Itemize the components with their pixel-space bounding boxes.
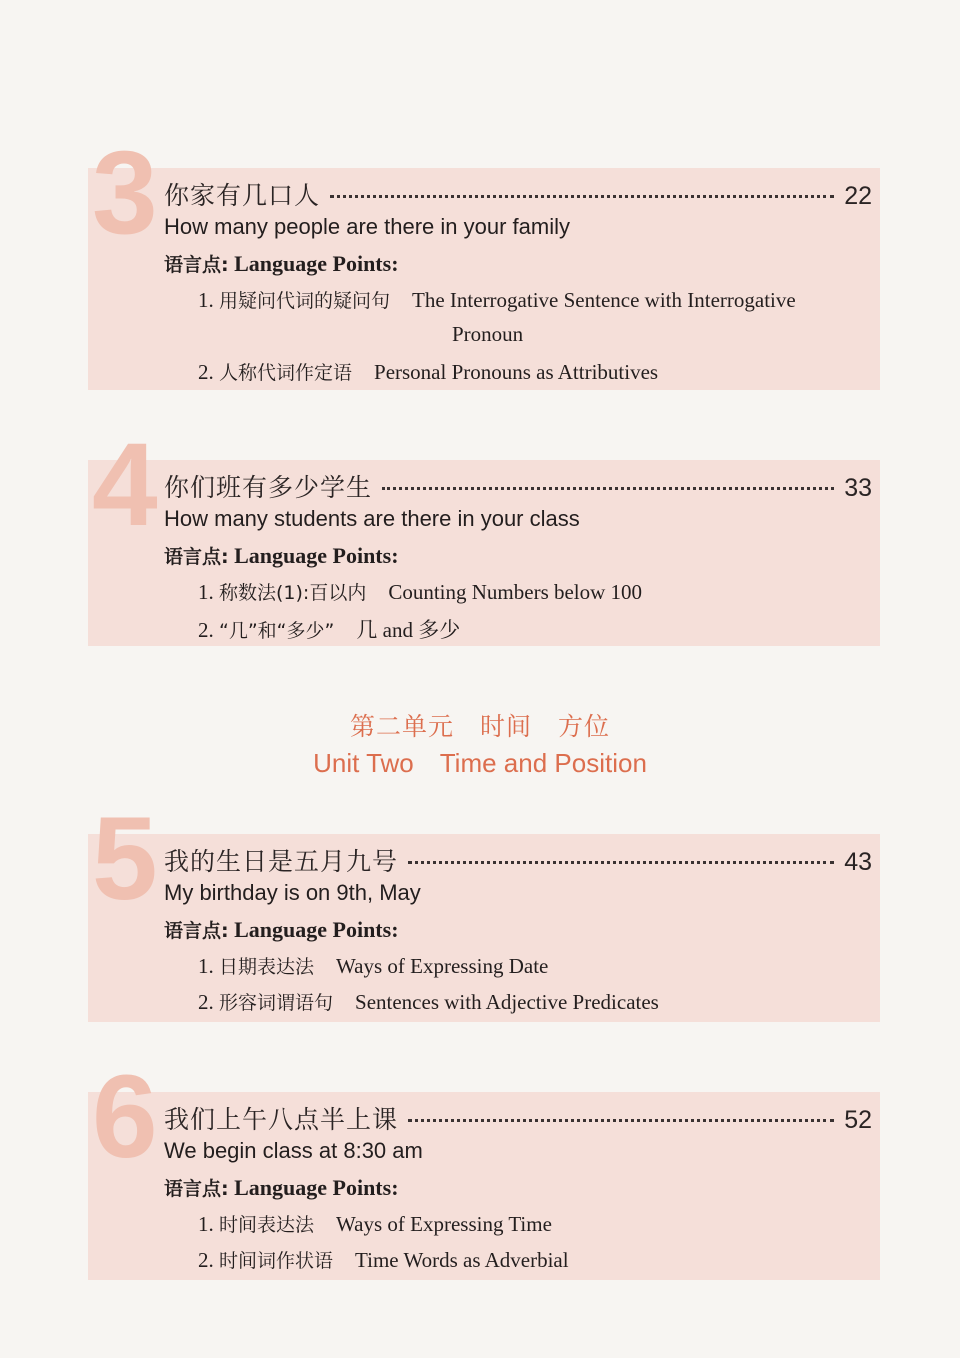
lesson-title-cn: 你家有几口人 [164,181,321,210]
lesson-title-en: How many people are there in your family [164,214,570,239]
lesson-number: 5 [92,793,158,925]
lesson-title-cn: 你们班有多少学生 [164,473,373,502]
language-points-label: 语言点: Language Points: [164,543,399,568]
page-number: 52 [844,1106,872,1134]
language-points-label: 语言点: Language Points: [164,1175,399,1200]
dot-leader [382,487,834,490]
language-point: 1. 日期表达法 Ways of Expressing Date [198,954,549,978]
lesson-6-entry[interactable] [88,1051,880,1280]
lesson-5-entry[interactable] [88,793,880,1022]
language-point: 1. 时间表达法 Ways of Expressing Time [198,1212,552,1236]
unit-heading-cn: 第二单元 时间 方位 [349,712,611,741]
dot-leader [408,861,834,864]
lesson-title-cn: 我的生日是五月九号 [164,847,399,876]
language-point: 2. 人称代词作定语 Personal Pronouns as Attributives [198,360,659,384]
lesson-number: 4 [92,419,158,551]
lesson-title-en: We begin class at 8:30 am [164,1138,423,1163]
lesson-number: 3 [92,127,158,259]
language-points-label: 语言点: Language Points: [164,917,399,942]
language-point: 2. 形容词谓语句 Sentences with Adjective Predicates [198,990,659,1014]
language-point: 1. 用疑问代词的疑问句 The Interrogative Sentence with Interrogative [198,288,796,312]
lesson-4-entry[interactable] [88,419,880,646]
language-point: 1. 称数法(1):百以内 Counting Numbers below 100 [198,580,643,604]
dot-leader [330,195,834,198]
dot-leader [408,1119,834,1122]
page-number: 43 [844,848,872,876]
lesson-3-entry[interactable] [88,127,880,390]
unit-heading-en: Unit Two Time and Position [313,748,647,778]
language-points-label: 语言点: Language Points: [164,251,399,276]
lesson-title-cn: 我们上午八点半上课 [164,1105,399,1134]
language-point: 2. 时间词作状语 Time Words as Adverbial [198,1248,569,1272]
lesson-number: 6 [92,1051,158,1183]
lesson-title-en: My birthday is on 9th, May [164,880,421,905]
language-point-continuation: Pronoun [452,322,524,346]
page-number: 22 [844,182,872,210]
language-point: 2. “几”和“多少” 几 and 多少 [198,618,461,642]
page-number: 33 [844,474,872,502]
lesson-title-en: How many students are there in your class [164,506,580,531]
